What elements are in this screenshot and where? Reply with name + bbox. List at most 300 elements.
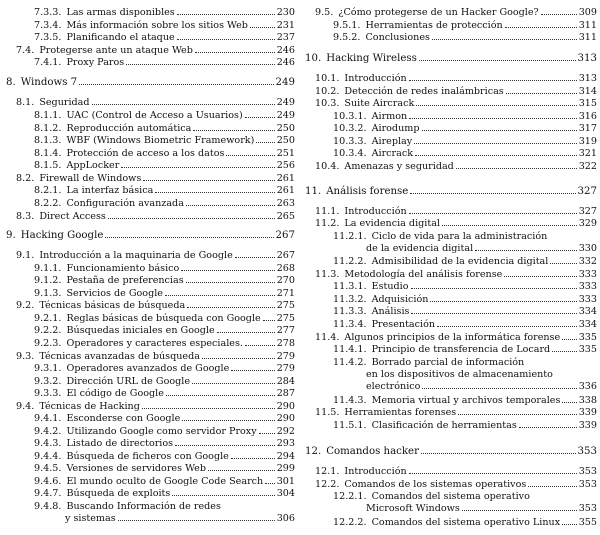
toc-entry-title: Técnicas avanzadas de búsqueda	[39, 351, 200, 362]
toc-entry-number: 9.4.4.	[34, 451, 62, 462]
toc-dot-leader	[187, 306, 274, 308]
toc-entry	[305, 98, 597, 109]
toc-page-number: 279	[276, 363, 295, 374]
toc-dot-leader	[256, 141, 274, 143]
toc-dot-leader	[195, 51, 275, 53]
toc-entry	[6, 351, 295, 362]
toc-entry-title: Ciclo de vida para la administración	[371, 231, 548, 242]
toc-entry-number: 11.4.3.	[333, 395, 367, 406]
toc-entry-title: Operadores y caracteres especiales.	[66, 338, 243, 349]
toc-page-number: 251	[276, 148, 295, 159]
toc-dot-leader	[182, 419, 274, 421]
toc-dot-leader	[259, 432, 275, 434]
toc-entry-number: 9.4.2.	[34, 426, 62, 437]
toc-entry	[6, 501, 295, 512]
toc-entry	[305, 20, 597, 31]
toc-entry-number: 7.3.4.	[34, 20, 62, 31]
toc-dot-leader	[263, 319, 275, 321]
toc-entry-title: Reproducción automática	[66, 123, 192, 134]
toc-page-number: 338	[578, 395, 597, 406]
toc-entry-number: 9.2.	[16, 300, 35, 311]
toc-page-number: 246	[276, 45, 295, 56]
toc-entry-number: 11.4.1.	[333, 344, 367, 355]
toc-page-number: 263	[276, 198, 295, 209]
toc-page-number: 304	[276, 488, 295, 499]
toc-entry-number: 11.2.2.	[333, 256, 367, 267]
toc-entry-number: 7.4.1.	[34, 57, 62, 68]
toc-entry	[305, 186, 597, 197]
toc-entry-title: Configuración avanzada	[66, 198, 184, 209]
toc-entry-title: Funcionamiento básico	[66, 263, 180, 274]
toc-page-number: 335	[578, 344, 597, 355]
toc-page-number: 284	[276, 376, 295, 387]
toc-entry-number: 8.1.3.	[34, 135, 62, 146]
toc-page-number: 292	[276, 426, 295, 437]
toc-entry-title: Análisis forense	[326, 186, 409, 197]
toc-dot-leader	[108, 217, 275, 219]
toc-entry-number: 11.3.3.	[333, 306, 367, 317]
toc-entry-title: Buscando Información de redes	[66, 501, 221, 512]
toc-entry-number: 11.2.1.	[333, 231, 367, 242]
toc-entry-title: Análisis	[371, 306, 410, 317]
toc-dot-leader	[250, 26, 275, 28]
toc-entry-title: Las armas disponibles	[66, 7, 175, 18]
toc-page-number: 230	[276, 7, 295, 18]
toc-entry	[305, 517, 597, 528]
toc-page-number: 333	[578, 294, 597, 305]
toc-entry	[305, 269, 597, 280]
toc-entry-number: 11.1.	[315, 206, 340, 217]
toc-entry-number: 9.3.	[16, 351, 35, 362]
toc-entry-title: Borrado parcial de información	[371, 357, 525, 368]
toc-entry	[305, 32, 597, 43]
toc-dot-leader	[519, 426, 577, 428]
toc-entry-title: ¿Cómo protegerse de un Hacker Google?	[338, 7, 539, 18]
toc-entry-number: 11.3.2.	[333, 294, 367, 305]
toc-dot-leader	[462, 509, 577, 511]
toc-entry	[305, 136, 597, 147]
toc-entry	[305, 491, 597, 502]
toc-dot-leader	[186, 281, 275, 283]
toc-page-number: 311	[578, 20, 597, 31]
toc-entry-title: Protección de acceso a los datos	[66, 148, 225, 159]
toc-entry-number: 7.3.5.	[34, 32, 62, 43]
toc-entry-title: Airmon	[371, 111, 408, 122]
toc-dot-leader	[442, 224, 577, 226]
toc-dot-leader	[422, 387, 576, 389]
toc-entry	[305, 503, 597, 514]
toc-entry	[305, 243, 597, 254]
toc-entry-number: 10.3.	[315, 98, 340, 109]
toc-entry	[6, 148, 295, 159]
toc-entry	[305, 294, 597, 305]
toc-entry-title: Memoria virtual y archivos temporales	[371, 395, 561, 406]
toc-entry	[305, 407, 597, 418]
toc-page-number: 271	[276, 288, 295, 299]
toc-dot-leader	[231, 369, 274, 371]
toc-entry	[6, 160, 295, 171]
toc-page-number: 311	[578, 32, 597, 43]
toc-entry-title: Operadores avanzados de Google	[66, 363, 230, 374]
toc-entry-title: Principio de transferencia de Locard	[371, 344, 551, 355]
toc-dot-leader	[142, 407, 275, 409]
toc-dot-leader	[177, 13, 275, 15]
toc-page-number: 327	[577, 186, 597, 197]
toc-dot-leader	[409, 79, 577, 81]
toc-entry-title: Técnicas básicas de búsqueda	[39, 300, 186, 311]
toc-entry-number: 9.4.3.	[34, 438, 62, 449]
toc-entry-number: 9.	[6, 230, 16, 241]
toc-page-number: 353	[578, 466, 597, 477]
toc-entry-number: 9.2.2.	[34, 325, 62, 336]
toc-entry	[6, 451, 295, 462]
toc-dot-leader	[245, 344, 275, 346]
toc-entry-number: 9.2.1.	[34, 313, 62, 324]
toc-entry	[6, 110, 295, 121]
toc-entry	[305, 218, 597, 229]
toc-entry-title: Introducción a la maquinaria de Google	[39, 250, 233, 261]
toc-entry	[6, 57, 295, 68]
toc-entry-number: 7.3.3.	[34, 7, 62, 18]
toc-entry-title: Airodump	[371, 123, 420, 134]
toc-entry-title: El mundo oculto de Google Code Search	[66, 476, 264, 487]
toc-entry-number: 9.1.1.	[34, 263, 62, 274]
toc-dot-leader	[409, 212, 577, 214]
toc-entry-title: Búsqueda de exploits	[66, 488, 171, 499]
toc-entry-title: Admisibilidad de la evidencia digital	[371, 256, 549, 267]
toc-entry-number: 11.5.	[315, 407, 340, 418]
toc-dot-leader	[437, 325, 577, 327]
toc-page-number: 309	[578, 7, 597, 18]
toc-entry-title: Aireplay	[371, 136, 413, 147]
toc-dot-leader	[265, 482, 274, 484]
toc-entry-title: Windows 7	[20, 77, 78, 88]
toc-page-number: 261	[276, 173, 295, 184]
toc-entry	[6, 313, 295, 324]
toc-page-number: 313	[578, 73, 597, 84]
toc-entry-number: 9.4.8.	[34, 501, 62, 512]
toc-dot-leader	[552, 350, 576, 352]
toc-entry-number: 9.3.3.	[34, 388, 62, 399]
toc-entry-title: Amenazas y seguridad	[344, 161, 454, 172]
toc-entry-number: 12.1.	[315, 466, 340, 477]
toc-dot-leader	[126, 63, 274, 65]
toc-entry-number: 10.2.	[315, 86, 340, 97]
toc-entry-title: Proxy Paros	[66, 57, 125, 68]
toc-entry	[305, 123, 597, 134]
toc-entry-number: 11.4.	[315, 332, 340, 343]
toc-entry	[305, 381, 597, 392]
toc-entry-title: La interfaz básica	[66, 185, 154, 196]
toc-page-number: 275	[276, 300, 295, 311]
toc-page-number: 316	[578, 111, 597, 122]
toc-entry	[6, 438, 295, 449]
toc-entry-number: 8.1.4.	[34, 148, 62, 159]
toc-page-number: 339	[578, 420, 597, 431]
toc-entry	[6, 325, 295, 336]
toc-entry-title: Hacking Wireless	[326, 53, 417, 64]
toc-entry	[6, 135, 295, 146]
toc-dot-leader	[528, 485, 576, 487]
toc-entry-title: de la evidencia digital	[366, 243, 474, 254]
toc-entry-number: 10.	[305, 53, 322, 64]
toc-entry-number: 10.3.1.	[333, 111, 367, 122]
toc-page-number: 306	[276, 513, 295, 524]
toc-entry	[305, 357, 597, 368]
toc-dot-leader	[409, 117, 576, 119]
toc-dot-leader	[231, 457, 275, 459]
toc-dot-leader	[416, 104, 576, 106]
toc-dot-leader	[410, 192, 575, 194]
toc-dot-leader	[541, 13, 577, 15]
toc-page-number: 319	[578, 136, 597, 147]
toc-entry-title: Comandos hacker	[326, 446, 419, 457]
toc-entry-title: Conclusiones	[365, 32, 430, 43]
toc-entry-title: Direct Access	[39, 211, 106, 222]
toc-entry-number: 11.2.	[315, 218, 340, 229]
toc-dot-leader	[217, 331, 275, 333]
toc-dot-leader	[411, 287, 577, 289]
toc-dot-leader	[181, 269, 274, 271]
toc-dot-leader	[562, 401, 576, 403]
toc-page-number: 353	[578, 503, 597, 514]
toc-dot-leader	[202, 357, 275, 359]
toc-entry-title: Comandos de los sistemas operativos	[344, 479, 527, 490]
toc-dot-leader	[475, 249, 577, 251]
toc-entry-number: 11.	[305, 186, 322, 197]
toc-page-number: 290	[276, 401, 295, 412]
toc-entry-number: 8.1.1.	[34, 110, 62, 121]
toc-entry-title: Adquisición	[371, 294, 429, 305]
toc-dot-leader	[79, 83, 273, 85]
toc-page-number: 287	[276, 388, 295, 399]
toc-entry	[305, 420, 597, 431]
toc-entry	[6, 401, 295, 412]
toc-entry-title: Hacking Google	[20, 230, 104, 241]
toc-page-number: 268	[276, 263, 295, 274]
toc-entry-title: Pestaña de preferencias	[66, 275, 184, 286]
toc-entry	[6, 263, 295, 274]
toc-entry-number: 7.4.	[16, 45, 35, 56]
toc-dot-leader	[432, 38, 577, 40]
toc-dot-leader	[411, 312, 576, 314]
toc-entry	[6, 300, 295, 311]
toc-entry-title: Algunos principios de la informática forense	[344, 332, 561, 343]
toc-page-number: 249	[276, 110, 295, 121]
toc-dot-leader	[208, 469, 275, 471]
toc-entry	[305, 319, 597, 330]
toc-entry-number: 12.2.	[315, 479, 340, 490]
toc-dot-leader	[550, 262, 576, 264]
toc-page-number: 270	[276, 275, 295, 286]
toc-entry	[6, 376, 295, 387]
toc-entry	[6, 185, 295, 196]
toc-entry-title: AppLocker	[66, 160, 120, 171]
toc-entry-title: Comandos del sistema operativo Linux	[371, 517, 561, 528]
toc-dot-leader	[105, 236, 273, 238]
toc-dot-leader	[118, 519, 275, 521]
toc-entry-title: Búsquedas iniciales en Google	[66, 325, 215, 336]
toc-page-number: 301	[276, 476, 295, 487]
toc-entry-title: Introducción	[344, 73, 407, 84]
toc-entry-title: Versiones de servidores Web	[66, 463, 206, 474]
toc-dot-leader	[121, 166, 274, 168]
toc-entry-number: 11.5.1.	[333, 420, 367, 431]
toc-entry-number: 8.3.	[16, 211, 35, 222]
toc-entry-number: 9.4.7.	[34, 488, 62, 499]
toc-entry	[6, 275, 295, 286]
toc-entry-title: Listado de directorios	[66, 438, 174, 449]
toc-dot-leader	[186, 204, 275, 206]
toc-entry-number: 9.4.5.	[34, 463, 62, 474]
toc-page-number: 256	[276, 160, 295, 171]
toc-entry	[6, 388, 295, 399]
toc-entry	[6, 123, 295, 134]
toc-entry-number: 9.4.1.	[34, 413, 62, 424]
toc-entry-number: 9.3.2.	[34, 376, 62, 387]
toc-dot-leader	[175, 444, 275, 446]
toc-page-number: 330	[578, 243, 597, 254]
toc-entry-number: 10.4.	[315, 161, 340, 172]
toc-entry	[305, 206, 597, 217]
toc-dot-leader	[456, 167, 577, 169]
toc-page-number: 317	[578, 123, 597, 134]
toc-dot-leader	[562, 523, 577, 525]
toc-entry	[305, 466, 597, 477]
toc-dot-leader	[177, 38, 275, 40]
toc-entry	[305, 53, 597, 64]
toc-entry-title: Más información sobre los sitios Web	[66, 20, 248, 31]
toc-dot-leader	[562, 338, 577, 340]
toc-entry-number: 8.2.2.	[34, 198, 62, 209]
toc-page-number: 313	[577, 53, 597, 64]
toc-entry-number: 10.3.4.	[333, 148, 367, 159]
toc-entry	[6, 250, 295, 261]
toc-dot-leader	[504, 275, 576, 277]
toc-dot-leader	[166, 394, 275, 396]
toc-page-number: 299	[276, 463, 295, 474]
toc-entry	[305, 446, 597, 457]
toc-dot-leader	[414, 142, 576, 144]
toc-entry	[305, 395, 597, 406]
toc-dot-leader	[422, 129, 577, 131]
toc-entry-title: El código de Google	[66, 388, 164, 399]
toc-entry-title: Clasificación de herramientas	[371, 420, 517, 431]
toc-entry-title: Herramientas forenses	[344, 407, 457, 418]
toc-entry	[305, 369, 597, 380]
toc-entry	[6, 413, 295, 424]
toc-entry-title: Técnicas de Hacking	[39, 401, 140, 412]
toc-entry-title: Introducción	[344, 206, 407, 217]
toc-page-number: 327	[578, 206, 597, 217]
toc-entry	[305, 111, 597, 122]
toc-dot-leader	[226, 154, 274, 156]
toc-entry	[6, 338, 295, 349]
toc-entry-title: Microsoft Windows	[366, 503, 460, 514]
toc-dot-leader	[192, 382, 275, 384]
toc-entry	[6, 211, 295, 222]
toc-page-number: 353	[577, 446, 597, 457]
toc-entry-title: Comandos del sistema operativo	[371, 491, 530, 502]
toc-dot-leader	[165, 294, 275, 296]
toc-page-number: 249	[275, 77, 295, 88]
toc-entry-title: Detección de redes inalámbricas	[344, 86, 504, 97]
toc-entry-title: Aircrack	[371, 148, 414, 159]
toc-entry-number: 8.1.5.	[34, 160, 62, 171]
toc-entry-number: 11.3.4.	[333, 319, 367, 330]
toc-entry	[305, 281, 597, 292]
toc-entry-number: 9.1.3.	[34, 288, 62, 299]
toc-dot-leader	[421, 452, 576, 454]
toc-entry-number: 10.3.2.	[333, 123, 367, 134]
toc-entry	[305, 86, 597, 97]
toc-entry-title: Utilizando Google como servidor Proxy	[66, 426, 257, 437]
toc-entry-number: 9.1.	[16, 250, 35, 261]
toc-page-number: 278	[276, 338, 295, 349]
toc-entry	[6, 198, 295, 209]
toc-page-number: 335	[578, 332, 597, 343]
toc-dot-leader	[419, 59, 576, 61]
toc-dot-leader	[155, 191, 274, 193]
toc-entry-number: 10.1.	[315, 73, 340, 84]
toc-entry-title: Servicios de Google	[66, 288, 163, 299]
toc-page-number: 294	[276, 451, 295, 462]
toc-entry-number: 8.2.	[16, 173, 35, 184]
toc-entry-title: electrónico	[366, 381, 421, 392]
toc-page-number: 290	[276, 413, 295, 424]
toc-entry	[305, 256, 597, 267]
toc-page-number: 231	[276, 20, 295, 31]
toc-page-number: 322	[578, 161, 597, 172]
toc-entry	[6, 463, 295, 474]
toc-dot-leader	[505, 26, 577, 28]
toc-entry-title: Suite Aircrack	[344, 98, 415, 109]
toc-entry-number: 10.3.3.	[333, 136, 367, 147]
toc-entry	[6, 288, 295, 299]
toc-entry-title: Protegerse ante un ataque Web	[39, 45, 193, 56]
toc-page-number: 339	[578, 407, 597, 418]
toc-dot-leader	[143, 179, 274, 181]
toc-page-number: 333	[578, 269, 597, 280]
toc-dot-leader	[430, 300, 576, 302]
toc-entry-title: Firewall de Windows	[39, 173, 142, 184]
toc-page-number: 353	[578, 479, 597, 490]
toc-page-number: 275	[276, 313, 295, 324]
toc-entry	[6, 513, 295, 524]
toc-dot-leader	[245, 116, 275, 118]
toc-entry-title: WBF (Windows Biometric Framework)	[66, 135, 255, 146]
toc-page-number: 315	[578, 98, 597, 109]
toc-entry-title: La evidencia digital	[344, 218, 440, 229]
toc-entry	[6, 45, 295, 56]
toc-entry-number: 8.1.2.	[34, 123, 62, 134]
toc-entry	[305, 161, 597, 172]
toc-entry-number: 9.4.6.	[34, 476, 62, 487]
toc-entry-number: 12.	[305, 446, 322, 457]
toc-entry-number: 9.2.3.	[34, 338, 62, 349]
toc-entry	[305, 332, 597, 343]
toc-entry-number: 9.5.2.	[333, 32, 361, 43]
toc-entry-title: Metodología del análisis forense	[344, 269, 503, 280]
toc-page-number: 277	[276, 325, 295, 336]
toc-page-number: 261	[276, 185, 295, 196]
toc-entry-number: 11.4.2.	[333, 357, 367, 368]
toc-entry-number: 11.3.	[315, 269, 340, 280]
toc-entry-title: Herramientas de protección	[365, 20, 503, 31]
toc-entry	[6, 97, 295, 108]
toc-page-number: 237	[276, 32, 295, 43]
toc-entry	[305, 479, 597, 490]
